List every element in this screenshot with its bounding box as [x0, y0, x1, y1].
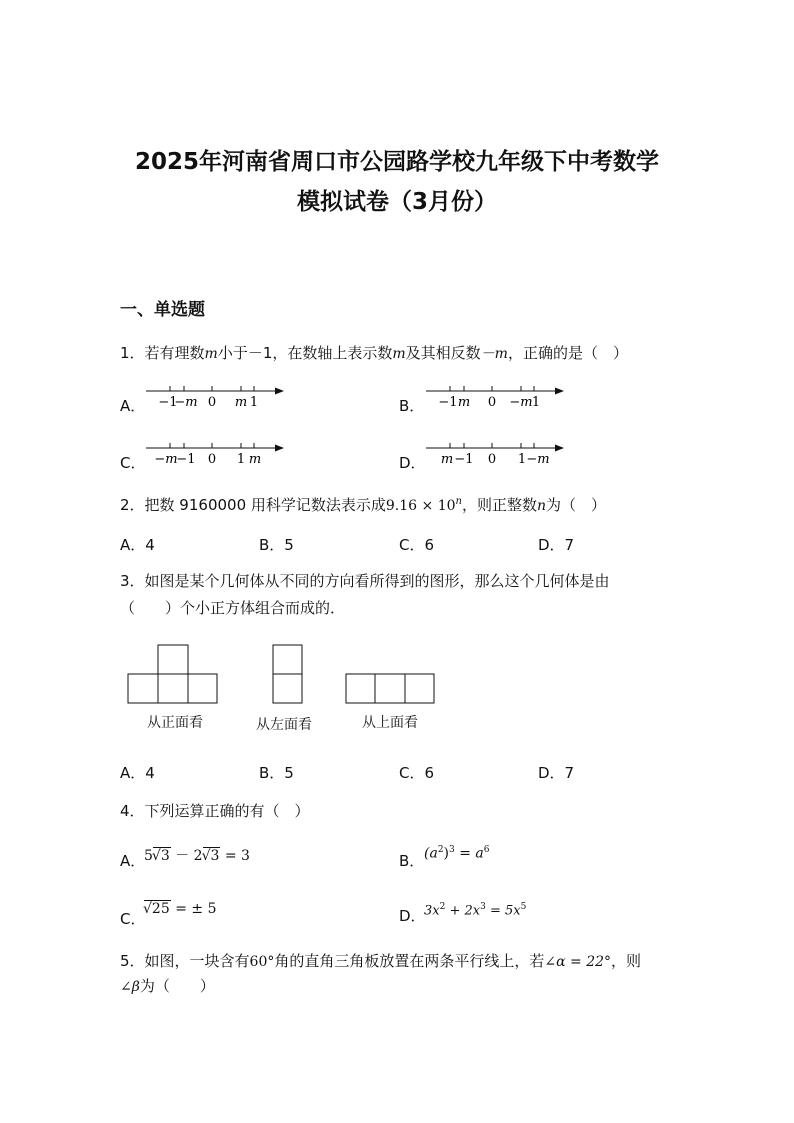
q2-option-b: B．5 [259, 536, 294, 554]
section-heading: 一、单选题 [120, 300, 205, 320]
q2-option-c: C．6 [399, 536, 435, 554]
q4-option-d-letter: D． [399, 907, 426, 925]
q1d-label-neg-one: −1 [454, 452, 474, 467]
q1c-label-one: 1 [236, 452, 246, 467]
q1d-label-neg-m: −m [526, 452, 550, 467]
top-view [346, 674, 434, 703]
view-label-top: 从上面看 [362, 715, 418, 731]
front-view [128, 645, 217, 703]
question-5-stem-line2: ∠β为（ ） [120, 977, 215, 995]
page-title: 2025年河南省周口市公园路学校九年级下中考数学 [134, 149, 659, 175]
q1b-label-neg-m: −m [509, 395, 533, 410]
q1b-label-zero: 0 [487, 395, 497, 410]
q1b-label-neg-one: −1 [438, 395, 458, 410]
q1b-label-one: 1 [531, 395, 541, 410]
question-4-stem: 4．下列运算正确的有（ ） [120, 802, 310, 820]
q4-option-b-expression: $(a^2)^3 = a^6$ [424, 845, 490, 862]
q4-option-d-expression: $3x^2 + 2x^3 = 5x^5$ [424, 902, 527, 919]
q1c-label-m: m [248, 452, 262, 467]
q4-option-c-letter: C． [120, 910, 146, 928]
question-1-stem: 1．若有理数m小于－1，在数轴上表示数m及其相反数－m，正确的是（ ） [120, 344, 628, 362]
q1c-label-neg-m: −m [154, 452, 178, 467]
q1-option-c-letter: C． [120, 454, 146, 472]
page-subtitle: 模拟试卷（3月份） [296, 189, 497, 215]
q4-option-c-expression: √25 = ± 5 [143, 901, 217, 917]
left-view [273, 645, 302, 703]
q1d-label-zero: 0 [487, 452, 497, 467]
q1a-label-neg-m: −m [174, 395, 198, 410]
q1-option-d-letter: D． [399, 454, 426, 472]
q3-three-views-figure [120, 640, 450, 710]
q3-option-d: D．7 [538, 764, 575, 782]
view-label-left: 从左面看 [256, 717, 312, 733]
question-3-stem-line1: 3．如图是某个几何体从不同的方向看所得到的图形，那么这个几何体是由 [120, 572, 610, 590]
q1-option-a-letter: A． [120, 397, 146, 415]
q1-option-c-number-line [144, 437, 294, 467]
q1-option-b-letter: B． [399, 397, 425, 415]
q1-option-a-number-line [144, 380, 294, 410]
q3-option-b: B．5 [259, 764, 294, 782]
q1a-label-one: 1 [249, 395, 259, 410]
q1c-label-neg-one: −1 [176, 452, 196, 467]
q1d-label-m: m [440, 452, 454, 467]
question-5-stem-line1: 5．如图，一块含有60°角的直角三角板放置在两条平行线上，若∠α = 22°，则 [120, 952, 642, 970]
q1d-label-one: 1 [517, 452, 527, 467]
q1a-label-neg-one: −1 [158, 395, 178, 410]
q2-option-a: A．4 [120, 536, 155, 554]
q4-option-b-letter: B． [399, 852, 425, 870]
view-label-front: 从正面看 [147, 715, 203, 731]
q4-option-a-expression: 5√3 － 2√3 = 3 [144, 848, 250, 864]
q1-option-b-number-line [424, 380, 574, 410]
q1c-label-zero: 0 [207, 452, 217, 467]
q3-option-a: A．4 [120, 764, 155, 782]
q3-option-c: C．6 [399, 764, 435, 782]
question-3-stem-line2: （ ）个小正方体组合而成的． [120, 599, 346, 617]
question-2-stem: 2．把数 9160000 用科学记数法表示成$9.16 \times 10^n$，则正整数n为（ ） [120, 496, 607, 514]
q1-option-d-number-line [424, 437, 574, 467]
q1a-label-zero: 0 [207, 395, 217, 410]
q4-option-a-letter: A． [120, 852, 146, 870]
q1b-label-m: m [457, 395, 471, 410]
q1a-label-m: m [234, 395, 248, 410]
q2-option-d: D．7 [538, 536, 575, 554]
